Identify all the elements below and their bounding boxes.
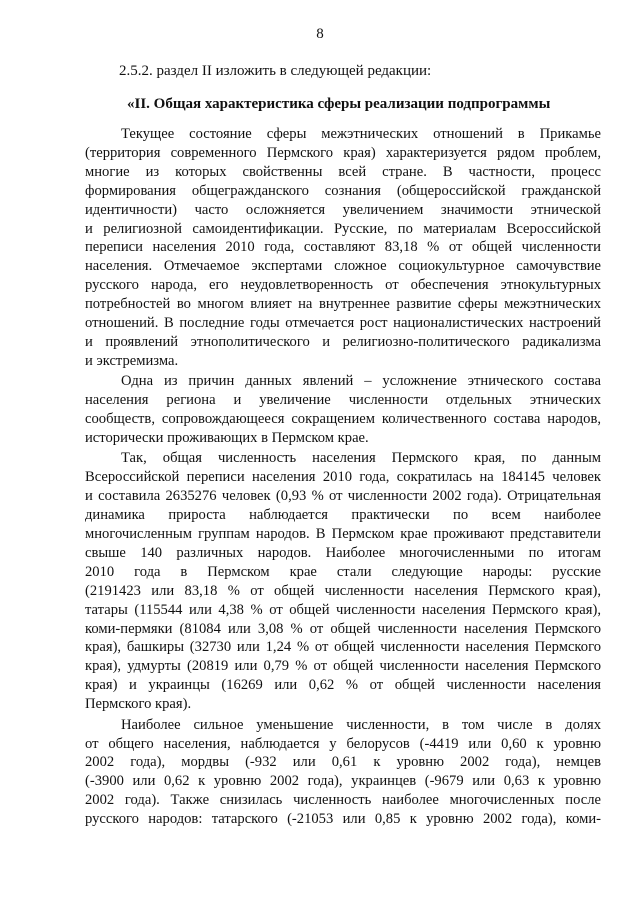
paragraph [85, 125, 601, 371]
text-line: и составила 2635276 человек (0,93 % от численности 2002 года). Отрицательная [85, 488, 601, 505]
text-line: свыше 140 различных народов. Наиболее многочисленными по итогам [85, 544, 601, 561]
text-line: (-3900 или 0,62 к уровню 2002 года), украинцев (-9679 или 0,63 к уровню [85, 773, 601, 790]
text-line: и религиозной самоидентификации. Русские, по материалам Всероссийской [85, 220, 601, 237]
paragraph [85, 449, 601, 714]
text-line: идентичности) часто осложняется увеличением значимости этнической [85, 201, 601, 218]
text-line: населения. Отмечаемое экспертами сложное социокультурное самочувствие [85, 258, 601, 275]
text-line: отношений. В последние годы отмечается рост националистических настроений [85, 315, 601, 332]
text-line: населения региона и увеличение численности отдельных этнических [85, 392, 601, 409]
page-number: 8 [316, 26, 324, 42]
text-line: и экстремизма. [85, 352, 179, 369]
text-line: (территория современного Пермского края) характеризуется рядом проблем, [85, 144, 601, 161]
text-line: от общего населения, наблюдается у белорусов (-4419 или 0,60 к уровню [85, 735, 601, 752]
text-line: и проявлений этнополитического и религиозно-политического радикализма [85, 333, 601, 350]
text-line: Текущее состояние сферы межэтнических отношений в Прикамье [121, 126, 601, 142]
text-line: многочисленным группам народов. В Пермском крае проживают представители [85, 526, 601, 543]
text-line: сообществ, сопровождающееся сокращением количественного состава народов, [85, 411, 601, 428]
body-text [85, 125, 601, 831]
text-line: исторически проживающих в Пермском крае. [85, 430, 369, 446]
text-line: края), башкиры (32730 или 1,24 % от общей численности населения Пермского [85, 639, 601, 656]
text-line: 2010 года в Пермском крае стали следующие народы: русские [85, 563, 601, 580]
text-line: 2002 года), мордвы (-932 или 0,61 к уровню 2002 года), немцев [85, 754, 601, 771]
text-line: 2002 года). Также снизилась численность наиболее многочисленных после [85, 792, 601, 809]
text-line: Пермского края). [85, 696, 192, 713]
text-line: динамика прироста наблюдается практически по всем наиболее [85, 507, 601, 524]
text-line: татары (115544 или 4,38 % от общей численности населения Пермского края), [85, 601, 601, 618]
text-line: русского народов: татарского (-21053 или 0,85 к уровню 2002 года), коми- [85, 811, 601, 828]
text-line: Так, общая численность населения Пермского края, по данным [121, 450, 601, 467]
text-line: края), удмурты (20819 или 0,79 % от общей численности населения Пермского [85, 658, 601, 675]
text-line: Всероссийской переписи населения 2010 года, сократилась на 184145 человек [85, 469, 601, 486]
text-line: Одна из причин данных явлений – усложнение этнического состава [121, 373, 601, 390]
amendment-intro-line: 2.5.2. раздел II изложить в следующей редакции: [119, 63, 432, 79]
paragraph [85, 716, 601, 829]
text-line: края) и украинцы (16269 или 0,62 % от общей численности населения [85, 677, 601, 694]
text-line: потребностей во многом влияет на внутреннее развитие сферы межэтнических [85, 296, 601, 313]
text-line: формирования общегражданского сознания (общероссийской гражданской [85, 182, 601, 199]
text-line: коми-пермяки (81084 или 3,08 % от общей численности населения Пермского [85, 620, 601, 637]
text-line: многие из которых свойственны всей стране. В частности, процесс [85, 163, 601, 180]
text-line: (2191423 или 83,18 % от общей численности населения Пермского края), [85, 582, 601, 599]
section-heading: «II. Общая характеристика сферы реализации подпрограммы [127, 96, 551, 112]
text-line: Наиболее сильное уменьшение численности, в том числе в долях [121, 716, 601, 733]
text-line: переписи населения 2010 года, составляют 83,18 % от общей численности [85, 239, 601, 256]
text-line: русского народа, его неудовлетворенность от обеспечения этнокультурных [85, 277, 601, 294]
paragraph [85, 372, 601, 448]
